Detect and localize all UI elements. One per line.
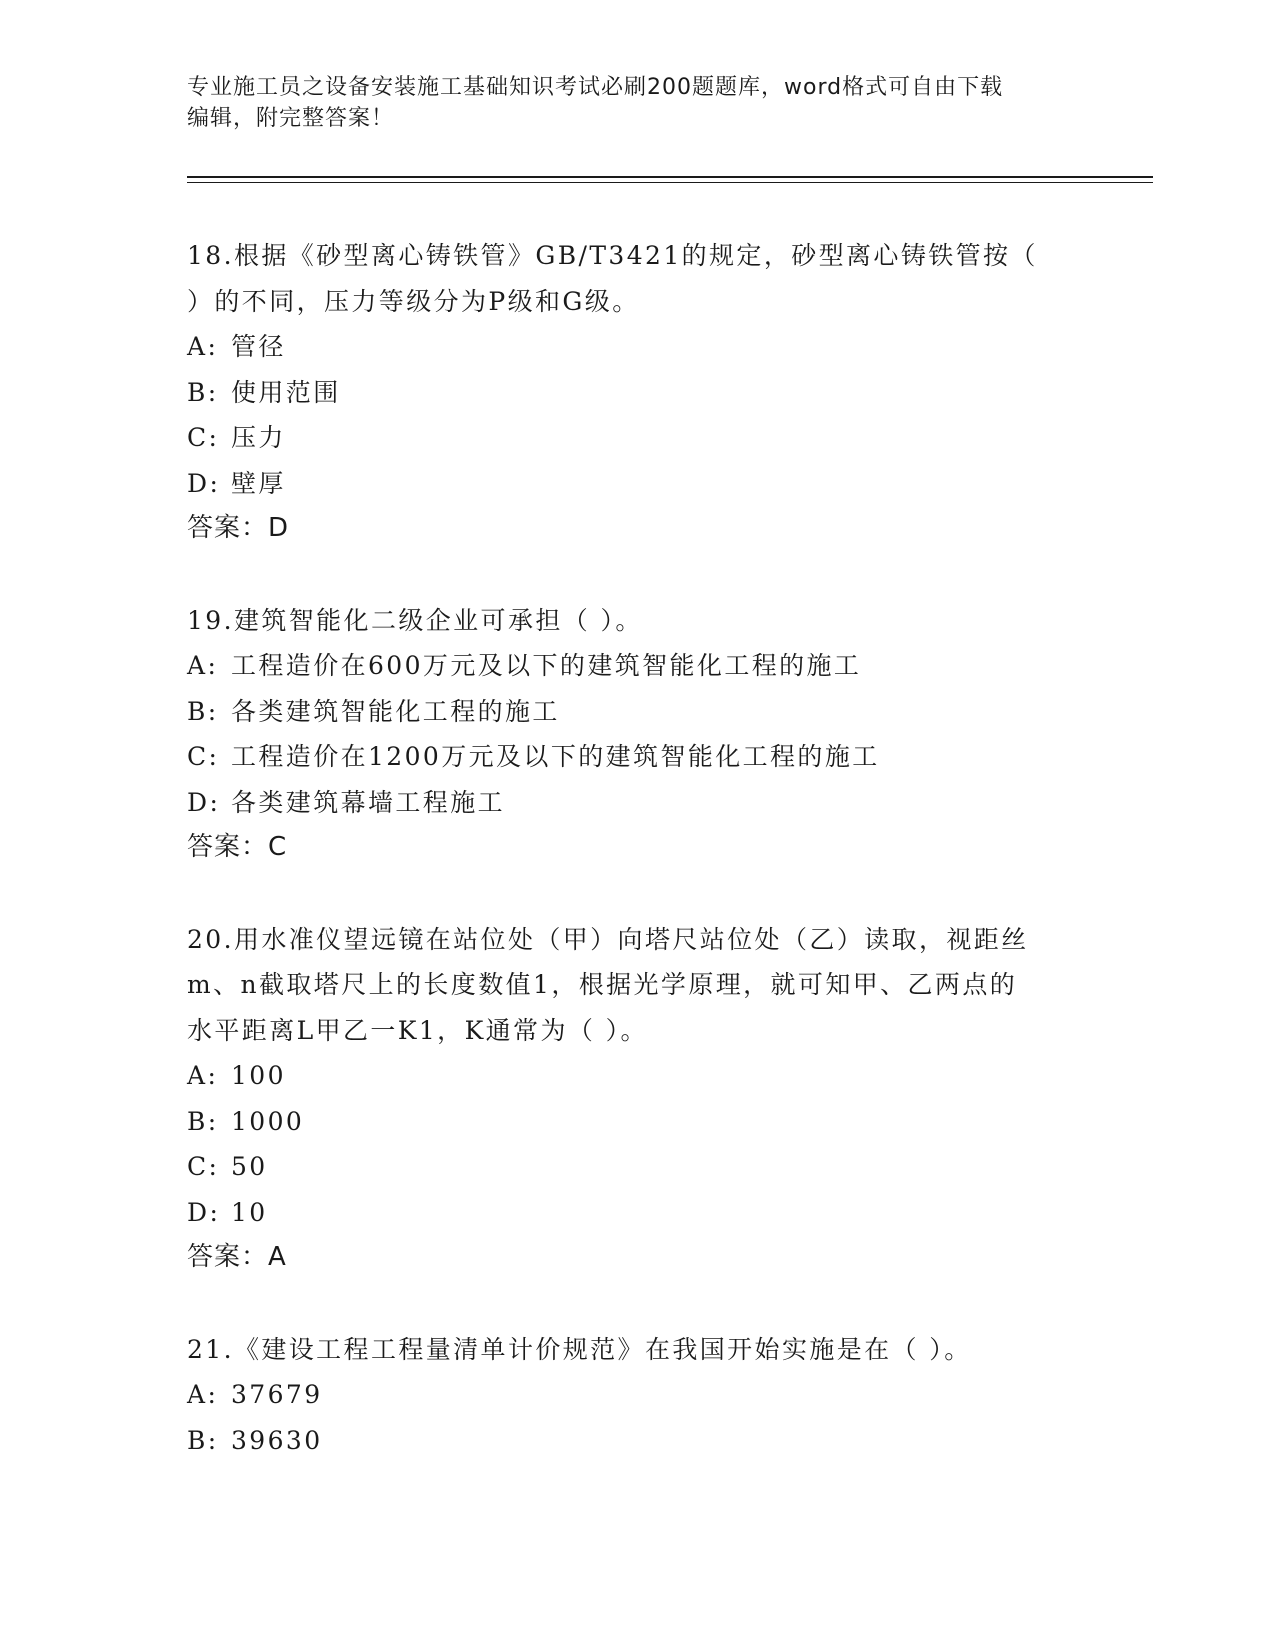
option-d [187, 1190, 1087, 1236]
option-a [187, 324, 1087, 370]
option-label: B: [187, 1425, 219, 1455]
question-stem: 20.用水准仪望远镜在站位处（甲）向塔尺站位处（乙）读取，视距丝 m、n截取塔尺上的长度数值1，根据光学原理，就可知甲、乙两点的 水平距离L甲乙一K1，K通常为（ ）。 [187, 924, 1029, 1045]
option-text: 10 [231, 1197, 268, 1227]
option-c [187, 734, 1087, 780]
question-19 [187, 598, 1087, 871]
option-b [187, 370, 1087, 416]
option-d [187, 780, 1087, 826]
option-text: 50 [231, 1152, 268, 1181]
option-label: C: [187, 1152, 220, 1181]
option-text: 1000 [231, 1106, 305, 1136]
option-label: A: [187, 651, 219, 680]
question-20 [187, 917, 1087, 1281]
option-label: A: [187, 1380, 219, 1409]
option-c [187, 415, 1087, 461]
answer: 答案：A [187, 1242, 287, 1272]
header-line-2: 编辑，附完整答案！ [187, 106, 395, 131]
option-label: D: [187, 787, 221, 817]
question-18 [187, 233, 1087, 552]
option-text: 压力 [231, 423, 286, 452]
question-stem: 19.建筑智能化二级企业可承担（ ）。 [187, 605, 643, 635]
option-label: B: [187, 696, 219, 726]
option-label: B: [187, 1106, 219, 1136]
option-label: B: [187, 377, 219, 407]
option-b [187, 689, 1087, 735]
option-label: C: [187, 742, 220, 771]
option-label: C: [187, 423, 220, 452]
answer: 答案：D [187, 513, 290, 543]
option-text: 各类建筑智能化工程的施工 [231, 696, 560, 726]
header-divider-thick [187, 176, 1153, 178]
option-label: D: [187, 1197, 221, 1227]
option-text: 管径 [231, 332, 286, 361]
option-text: 壁厚 [231, 468, 286, 498]
header-divider-thin [187, 182, 1153, 183]
question-21 [187, 1327, 1087, 1464]
option-text: 各类建筑幕墙工程施工 [231, 787, 506, 817]
document-header [187, 72, 1087, 134]
option-label: A: [187, 1061, 219, 1090]
answer: 答案：C [187, 832, 288, 862]
option-text: 工程造价在1200万元及以下的建筑智能化工程的施工 [231, 742, 880, 771]
header-line-1: 专业施工员之设备安装施工基础知识考试必刷200题题库，word格式可自由下载 [187, 75, 1004, 100]
option-label: A: [187, 332, 219, 361]
option-text: 使用范围 [231, 377, 341, 407]
option-label: D: [187, 468, 221, 498]
option-text: 39630 [231, 1425, 323, 1455]
option-d [187, 461, 1087, 507]
option-a [187, 643, 1087, 689]
option-text: 37679 [231, 1380, 323, 1409]
option-a [187, 1372, 1087, 1418]
option-b [187, 1418, 1087, 1464]
question-stem: 21.《建设工程工程量清单计价规范》在我国开始实施是在（ ）。 [187, 1334, 972, 1364]
option-a [187, 1053, 1087, 1099]
question-stem: 18.根据《砂型离心铸铁管》GB/T3421的规定，砂型离心铸铁管按（ ）的不同，压力等级分为P级和G级。 [187, 241, 1038, 316]
option-text: 100 [231, 1061, 286, 1090]
question-list [187, 233, 1087, 1509]
option-text: 工程造价在600万元及以下的建筑智能化工程的施工 [231, 651, 862, 680]
option-c [187, 1144, 1087, 1190]
option-b [187, 1099, 1087, 1145]
